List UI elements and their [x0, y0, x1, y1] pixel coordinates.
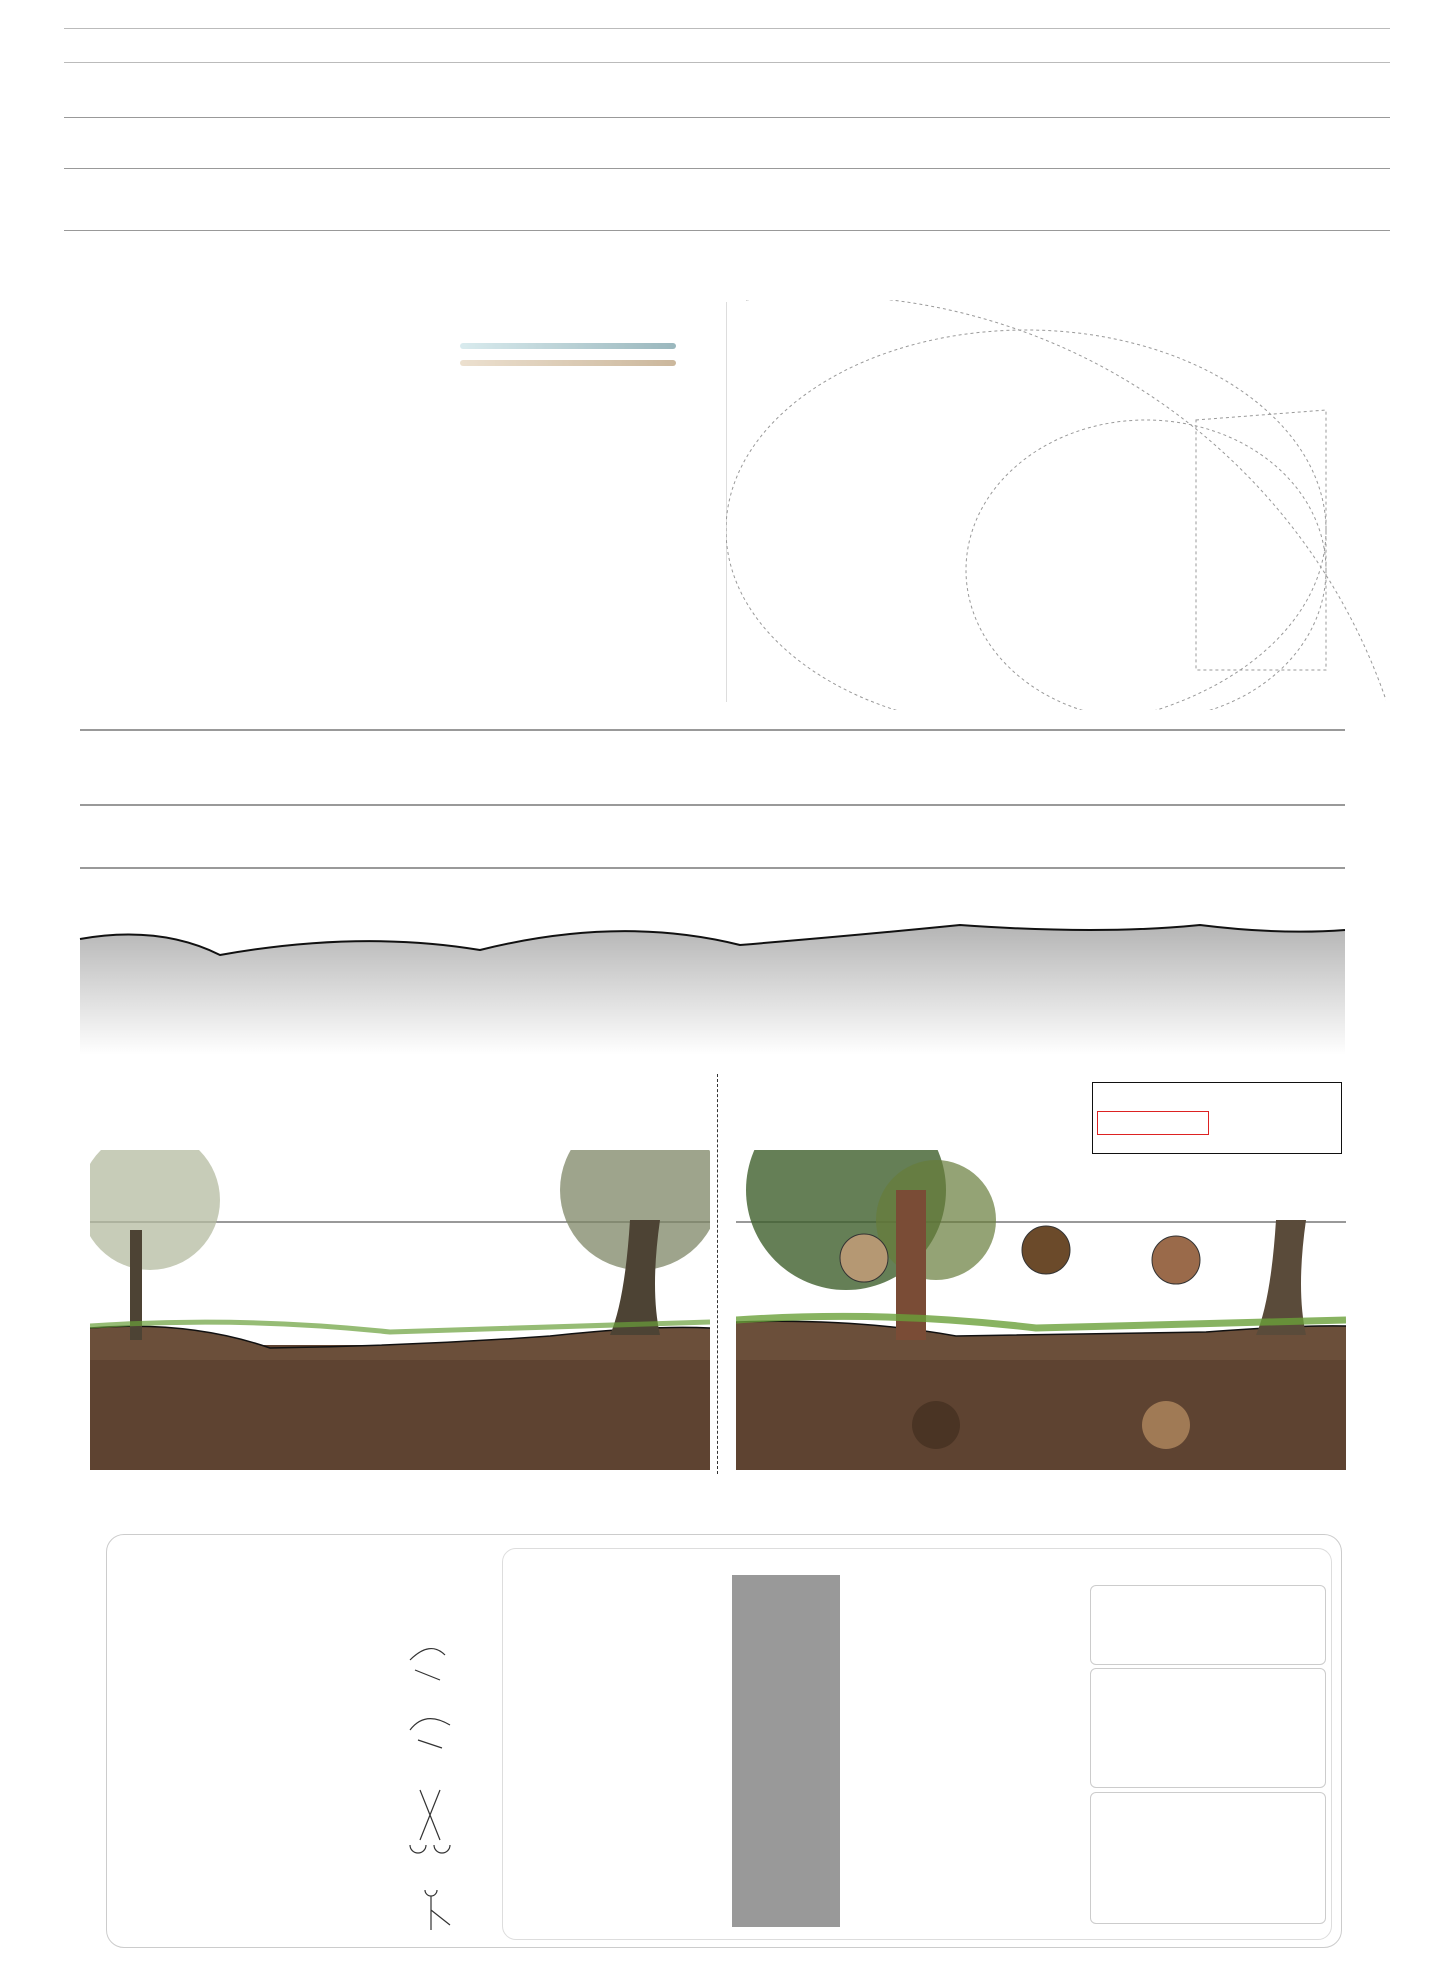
- landscape-section: [60, 725, 1400, 1055]
- flora-column: [732, 1575, 840, 1927]
- section-existing: [90, 1150, 710, 1470]
- forests-label: [924, 508, 1014, 518]
- bee-traits-table: [64, 4, 1390, 282]
- urban-label: [1094, 508, 1184, 518]
- sun-bar: [460, 360, 676, 366]
- key-plan-highlight: [1097, 1111, 1209, 1135]
- key-plan: [1092, 1082, 1342, 1154]
- rain-bar: [460, 343, 676, 349]
- hand-sketches: [400, 1640, 460, 1940]
- species-venn: [726, 300, 1386, 710]
- blooming-wheel: [54, 334, 406, 694]
- climate-bars: [418, 328, 718, 368]
- foraging-flows: [840, 1575, 1090, 1927]
- parklands-label: [740, 508, 836, 518]
- section-enhancing: [736, 1150, 1346, 1470]
